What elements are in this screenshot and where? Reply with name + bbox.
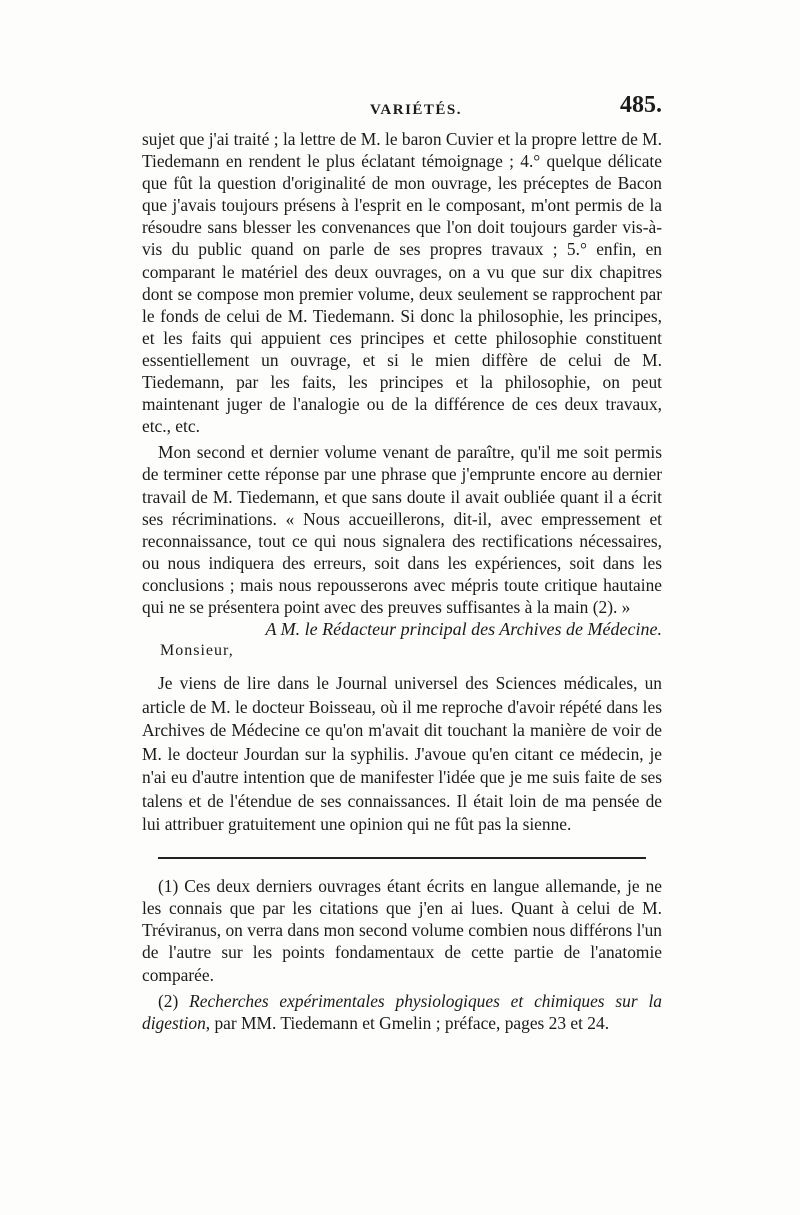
footnote-2-title: Recherches expérimentales physiologiques et chimiques sur la digestion bbox=[142, 990, 662, 1033]
letter-body: Je viens de lire dans le Journal universel des Sciences médicales, un article de M. le docteur Boisseau, où il me reproche d'avoir répété dans les Archives de Médecine ce qu'on m'avait dit touchant la manière de voir de M. le docteur Jourdan sur la syphilis. J'avoue qu'en citant ce médecin, je n'ai eu d'autre intention que de manifester l'idée que je me suis faite de ses talens et de l'étendue de ses connaissances. Il était loin de ma pensée de lui attribuer gratuitement une opinion qui ne fût pas la sienne. bbox=[142, 673, 662, 835]
letter-title: A M. le Rédacteur principal des Archives de Médecine. bbox=[265, 619, 662, 640]
running-head: VARIÉTÉS. bbox=[370, 102, 463, 118]
footnote-2 bbox=[142, 990, 662, 1034]
paragraph-1: sujet que j'ai traité ; la lettre de M. le baron Cuvier et la propre lettre de M. Tiedemann en rendent le plus éclatant témoignage ; 4.° quelque délicate que fût la question d'originalité de mon ouvrage, les préceptes de Bacon que j'avais toujours présens à l'esprit en le composant, m'ont permis de la résoudre sans blesser les convenances que l'on doit toujours garder vis-à-vis du public quand on parle de ses propres travaux ; 5.° enfin, en comparant le matériel des deux ouvrages, on a vu que sur dix chapitres dont se compose mon premier volume, deux seulement se rapprochent par le fonds de celui de M. Tiedemann. Si donc la philosophie, les principes, et les faits qui appuient ces principes et cette philosophie constituent essentiellement un ouvrage, et si le mien diffère de celui de M. Tiedemann, par les faits, les principes et la philosophie, on peut maintenant juger de l'analogie ou de la différence de ces deux travaux, etc., etc. bbox=[142, 129, 662, 437]
paragraph-2: Mon second et dernier volume venant de paraître, qu'il me soit permis de terminer cette réponse par une phrase que j'emprunte encore au dernier travail de M. Tiedemann, et que sans doute il avait oubliée quant il a écrit ses récriminations. « Nous accueillerons, dit-il, avec empressement et reconnaissance, tout ce qui nous signalera des rectifications nécessaires, ou nous indiquera des erreurs, soit dans les expériences, soit dans les conclusions ; mais nous repousserons avec mépris toute critique hautaine qui ne se présentera point avec des preuves suffisantes à la main (2). » bbox=[142, 442, 662, 617]
footnote-1: (1) Ces deux derniers ouvrages étant écrits en langue allemande, je ne les connais que par les citations que j'en ai lues. Quant à celui de M. Tréviranus, on verra dans mon second volume combien nous différons l'un de l'autre sur les points fondamentaux de cette partie de l'anatomie comparée. bbox=[142, 875, 662, 985]
footnote-2-marker: (2) bbox=[158, 990, 179, 1011]
footnote-2-rest: , par MM. Tiedemann et Gmelin ; préface, pages 23 et 24. bbox=[205, 1012, 610, 1033]
footnotes bbox=[142, 875, 662, 1034]
main-text bbox=[142, 128, 662, 1034]
page-header bbox=[142, 92, 662, 126]
page-number: 485. bbox=[620, 92, 662, 118]
letter-salutation: Monsieur, bbox=[160, 642, 234, 660]
footnote-rule bbox=[158, 857, 646, 859]
